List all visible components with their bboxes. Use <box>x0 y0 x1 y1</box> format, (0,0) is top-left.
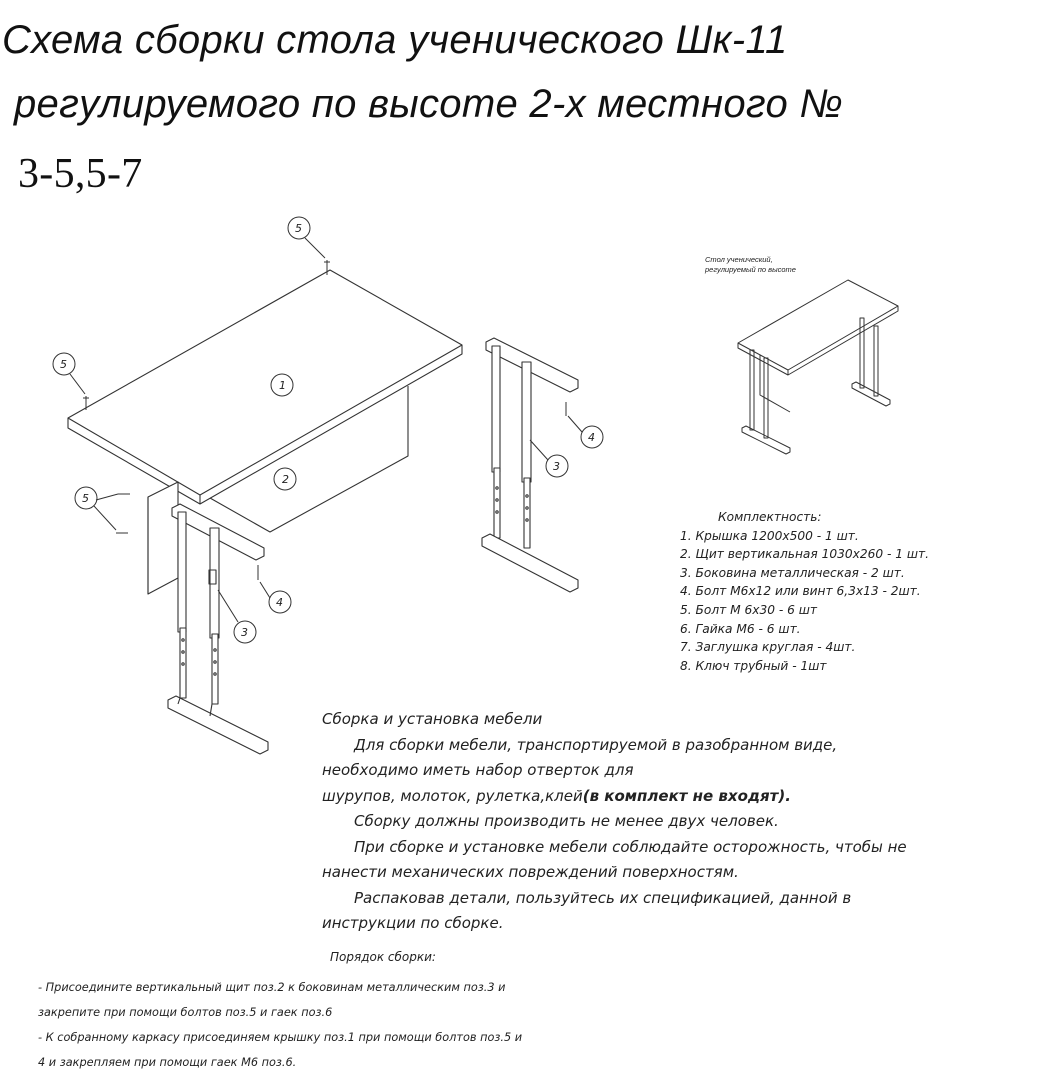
callout-3-left: 3 <box>241 626 248 639</box>
callout-5-left: 5 <box>60 358 67 371</box>
thumbnail-caption <box>705 255 796 275</box>
title-line-3: 3-5,5-7 <box>18 151 143 197</box>
kit-item: 8. Ключ трубный - 1шт <box>680 658 827 673</box>
callout-5-side: 5 <box>82 492 89 505</box>
assembly-instructions <box>322 707 1012 937</box>
order-line: закрепите при помощи болтов поз.5 и гаек поз.6 <box>38 1006 333 1019</box>
assembly-paragraph: При сборке и установке мебели соблюдайте осторожность, чтобы не <box>354 837 907 856</box>
kit-item: 2. Щит вертикальная 1030х260 - 1 шт. <box>680 547 929 562</box>
kit-item: 7. Заглушка круглая - 4шт. <box>680 640 856 655</box>
assembly-paragraph: инструкции по сборке. <box>322 914 504 932</box>
title-line-1: Схема сборки стола ученического Шк-11 <box>2 18 788 62</box>
assembled-table-thumbnail <box>738 280 898 454</box>
title-line-2: регулируемого по высоте 2-х местного № <box>14 82 844 126</box>
assembly-paragraph: необходимо иметь набор отверток для <box>322 761 634 779</box>
order-line: - К собранному каркасу присоединяем крышку поз.1 при помощи болтов поз.5 и <box>38 1031 523 1044</box>
order-line: - Присоедините вертикальный щит поз.2 к боковинам металлическим поз.3 и <box>38 981 506 994</box>
callout-1: 1 <box>279 379 286 392</box>
order-line: 4 и закрепляем при помощи гаек М6 поз.6. <box>38 1056 297 1069</box>
kit-list <box>680 508 929 675</box>
kit-item: 4. Болт М6х12 или винт 6,3х13 - 2шт. <box>680 584 921 599</box>
assembly-paragraph: Сборку должны производить не менее двух человек. <box>354 812 779 830</box>
assembly-paragraph: нанести механических повреждений поверхностям. <box>322 863 739 881</box>
callout-2: 2 <box>282 473 289 486</box>
assembly-paragraph: Распаковав детали, пользуйтесь их спецификацией, данной в <box>354 888 852 907</box>
kit-item: 1. Крышка 1200х500 - 1 шт. <box>680 528 859 543</box>
callout-3-right: 3 <box>553 460 560 473</box>
assembly-not-included-text: (в комплект не входят). <box>582 786 791 805</box>
thumbnail-caption-line-2: регулируемый по высоте <box>705 265 796 274</box>
kit-item: 3. Боковина металлическая - 2 шт. <box>680 565 905 580</box>
assembly-paragraph-tools <box>322 784 1012 810</box>
assembly-heading: Сборка и установка мебели <box>322 710 543 728</box>
table-top-part <box>68 270 462 504</box>
assembly-paragraph: Для сборки мебели, транспортируемой в разобранном виде, <box>354 735 838 754</box>
thumbnail-caption-line-1: Стол ученический, <box>705 255 773 264</box>
assembly-tools-text: шурупов, молоток, рулетка,клей <box>322 786 583 805</box>
callout-4-right: 4 <box>588 431 595 444</box>
order-heading: Порядок сборки: <box>330 950 436 964</box>
kit-item: 6. Гайка М6 - 6 шт. <box>680 621 801 636</box>
callout-5-top: 5 <box>295 222 302 235</box>
order-steps <box>38 975 738 1075</box>
kit-item: 5. Болт М 6х30 - 6 шт <box>680 602 817 617</box>
kit-heading: Комплектность: <box>718 510 822 524</box>
callout-4-left: 4 <box>276 596 283 609</box>
